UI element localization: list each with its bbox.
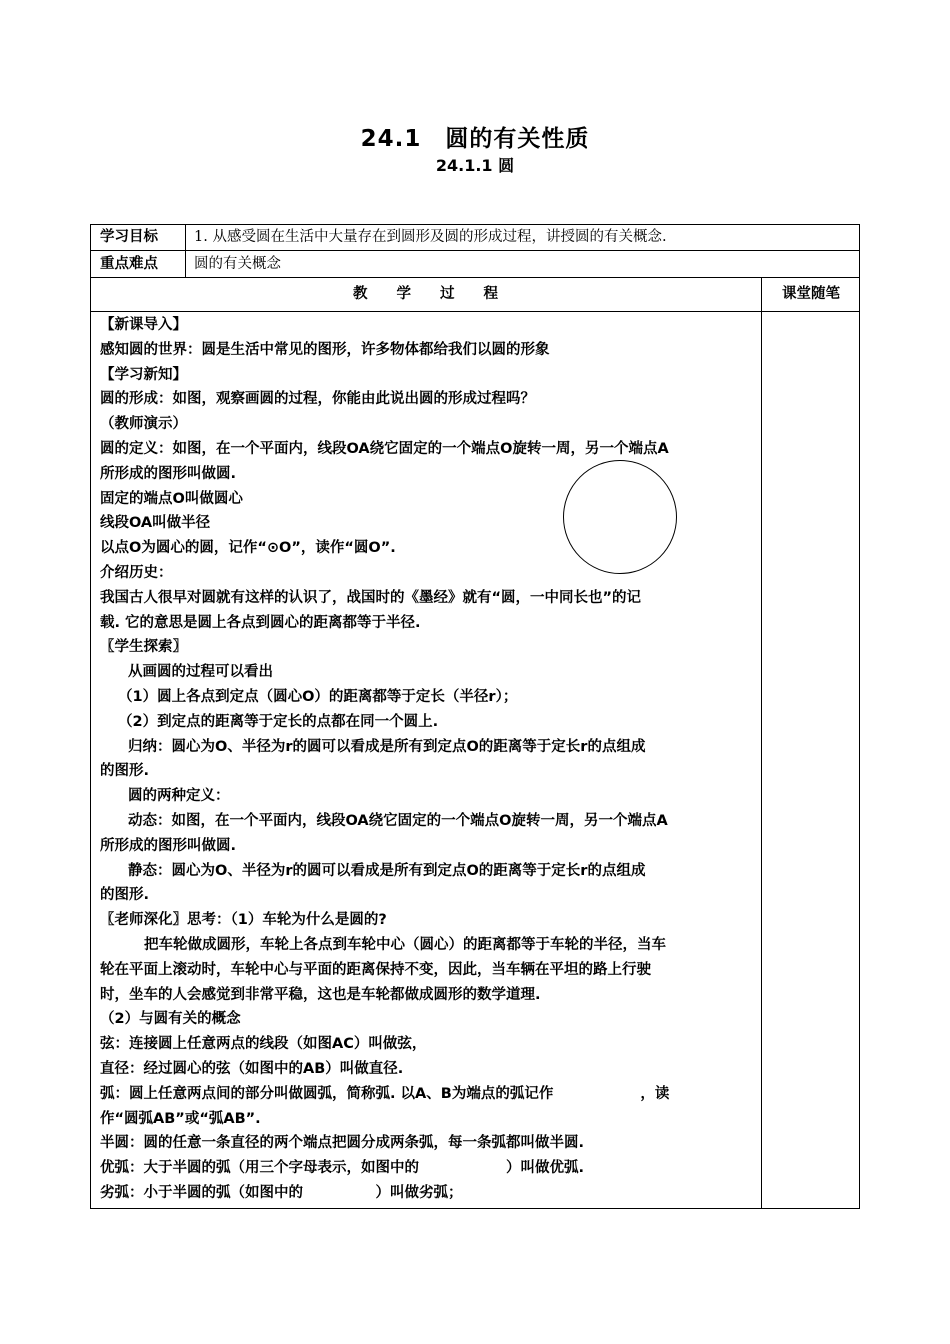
content-line: 介绍历史： [100,564,173,581]
content-line: 线段OA叫做半径 [100,515,211,532]
page-subtitle: 24.1.1 圆 [435,156,515,175]
content-line: 的图形. [100,887,150,904]
content-line: 轮在平面上滚动时，车轮中心与平面的距离保持不变，因此，当车辆在平坦的路上行驶 [100,961,651,978]
content-line: 圆的两种定义： [128,788,230,805]
process-header: 教 学 过 程 [353,286,498,302]
lesson-table [90,224,860,1209]
table-border-right [859,224,860,1209]
content-line: （1）圆上各点到定点（圆心O）的距离都等于定长（半径r）； [118,688,518,705]
content-line: 圆的定义：如图，在一个平面内，线段OA绕它固定的一个端点O旋转一周，另一个端点A [100,440,669,457]
content-line: 作“圆弧AB”或“弧AB”. [100,1110,261,1127]
content-line: （2）到定点的距离等于定长的点都在同一个圆上. [118,713,439,730]
content-line: 固定的端点O叫做圆心 [100,490,243,507]
page-title: 24.1 圆的有关性质 [360,126,590,152]
table-row-divider [90,311,860,312]
content-line: 〖学生探索〗 [100,639,187,656]
content-line: 从画圆的过程可以看出 [128,664,273,681]
table-border-left [90,224,91,1209]
content-line: 〖老师深化〗思考：（1）车轮为什么是圆的? [100,912,387,929]
content-line: 圆的形成：如图，观察画圆的过程，你能由此说出圆的形成过程吗？ [100,391,535,408]
notes-header: 课堂随笔 [782,286,840,302]
content-line: 静态：圆心为O、半径为r的圆可以看成是所有到定点O的距离等于定长r的点组成 [128,862,646,879]
content-line: 归纳：圆心为O、半径为r的圆可以看成是所有到定点O的距离等于定长r的点组成 [128,738,646,755]
content-line: （教师演示） [100,416,187,433]
content-line: （2）与圆有关的概念 [100,1011,241,1028]
circle-figure [563,460,677,574]
content-line: 【新课导入】 [100,317,187,333]
content-line: 所形成的图形叫做圆. [100,465,237,482]
content-line: 把车轮做成圆形，车轮上各点到车轮中心（圆心）的距离都等于车轮的半径，当车 [144,936,666,953]
table-col-divider [761,277,762,1209]
content-line: 所形成的图形叫做圆. [100,837,237,854]
content-line: 弧：圆上任意两点间的部分叫做圆弧，简称弧. 以A、B为端点的弧记作 ，读 [100,1085,670,1102]
content-line: 【学习新知】 [100,366,187,383]
key-points-label: 重点难点 [100,256,158,272]
content-line: 半圆：圆的任意一条直径的两个端点把圆分成两条弧，每一条弧都叫做半圆. [100,1135,585,1152]
content-line: 动态：如图，在一个平面内，线段OA绕它固定的一个端点O旋转一周，另一个端点A [128,812,668,829]
content-line: 直径：经过圆心的弦（如图中的AB）叫做直径. [100,1060,404,1077]
table-border-bottom [90,1208,860,1209]
content-line: 弦：连接圆上任意两点的线段（如图AC）叫做弦， [100,1036,427,1053]
content-line: 劣弧：小于半圆的弧（如图中的 ）叫做劣弧； [100,1184,463,1201]
content-line: 优弧：大于半圆的弧（用三个字母表示，如图中的 ）叫做优弧. [100,1160,585,1177]
content-line: 感知圆的世界：圆是生活中常见的图形，许多物体都给我们以圆的形象 [100,341,550,358]
goal-label: 学习目标 [100,229,158,245]
content-line: 我国古人很早对圆就有这样的认识了，战国时的《墨经》就有“圆，一中同长也”的记 [100,589,642,606]
lesson-content [100,313,758,1206]
goal-value: 1. 从感受圆在生活中大量存在到圆形及圆的形成过程，讲授圆的有关概念. [194,229,667,245]
content-line: 的图形. [100,763,150,780]
content-line: 时，坐车的人会感觉到非常平稳，这也是车轮都做成圆形的数学道理. [100,986,541,1003]
table-col-divider [185,224,186,278]
content-line: 载. 它的意思是圆上各点到圆心的距离都等于半径. [100,614,421,631]
table-row-divider [90,250,860,251]
table-row-divider [90,277,860,278]
content-line: 以点O为圆心的圆，记作“⊙O”，读作“圆O”. [100,540,396,557]
key-points-value: 圆的有关概念 [194,256,281,272]
